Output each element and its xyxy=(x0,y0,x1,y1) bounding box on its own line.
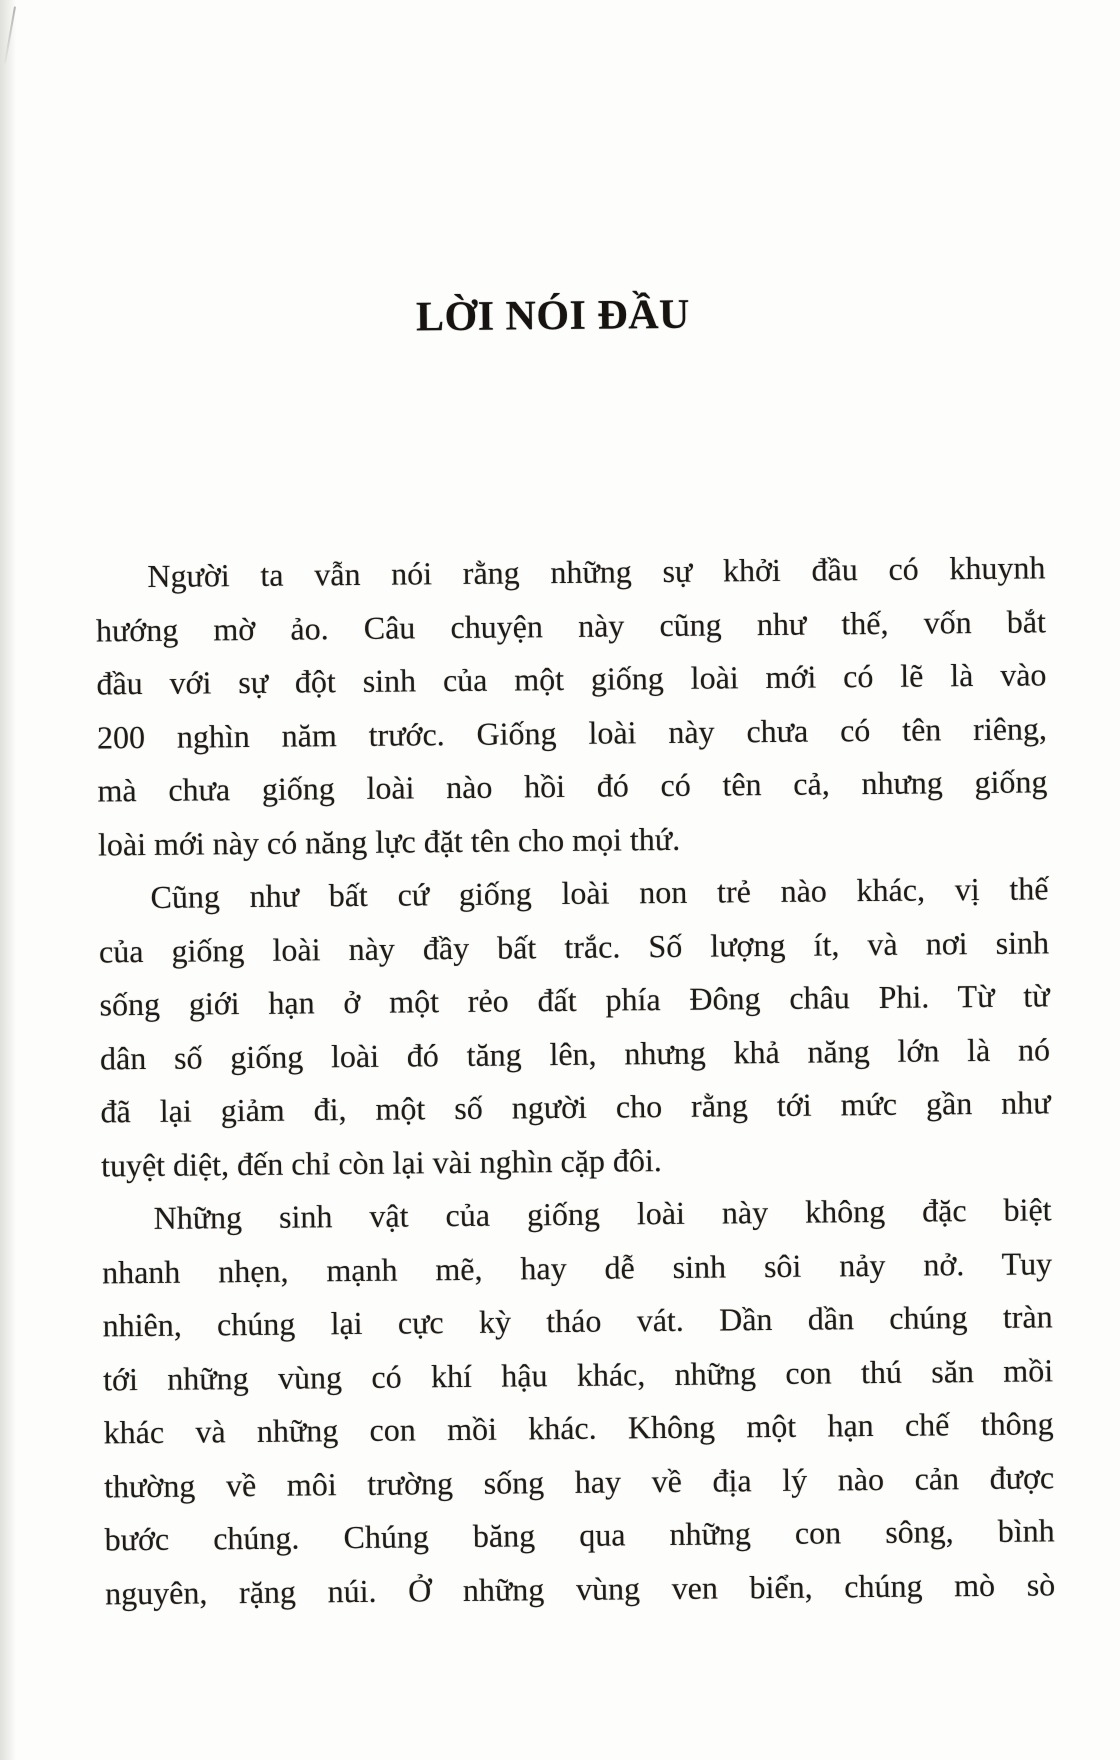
text-line: nhanh nhẹn, mạnh mẽ, hay dễ sinh sôi nảy nở. Tuy xyxy=(101,1244,1053,1290)
text-line: dân số giống loài đó tăng lên, nhưng khả năng lớn là nó xyxy=(99,1030,1051,1076)
text-line: thường về môi trường sống hay về địa lý nào cản được xyxy=(104,1458,1055,1504)
text-line: sống giới hạn ở một rẻo đất phía Đông châu Phi. Từ từ xyxy=(99,977,1050,1023)
text-line: mà chưa giống loài nào hồi đó có tên cả, nhưng giống xyxy=(97,763,1048,809)
text-line: nhiên, chúng lại cực kỳ tháo vát. Dần dần chúng tràn xyxy=(102,1298,1053,1344)
text-line: Người ta vẫn nói rằng những sự khởi đầu có khuynh xyxy=(147,549,1046,594)
text-line: tới những vùng có khí hậu khác, những con thú săn mồi xyxy=(102,1351,1054,1397)
text-line: của giống loài này đầy bất trắc. Số lượng ít, và nơi sinh xyxy=(98,923,1050,969)
body-text xyxy=(95,541,1055,1620)
text-line: 200 nghìn năm trước. Giống loài này chưa có tên riêng, xyxy=(96,709,1048,755)
text-line: Cũng như bất cứ giống loài non trẻ nào khác, vị thế xyxy=(150,870,1049,915)
text-line: đầu với sự đột sinh của một giống loài mới có lẽ là vào xyxy=(96,656,1047,702)
text-line: tuyệt diệt, đến chỉ còn lại vài nghìn cặp đôi. xyxy=(100,1141,662,1183)
text-line: loài mới này có năng lực đặt tên cho mọi thứ. xyxy=(97,820,681,862)
text-line: hướng mờ ảo. Câu chuyện này cũng như thế, vốn bắt xyxy=(95,602,1047,648)
text-line: bước chúng. Chúng băng qua những con sông, bình xyxy=(104,1512,1055,1558)
text-line: đã lại giảm đi, một số người cho rằng tới mức gần như xyxy=(100,1084,1051,1130)
text-line: khác và những con mồi khác. Không một hạn chế thông xyxy=(103,1405,1054,1451)
text-line: nguyên, rặng núi. Ở những vùng ven biển, chúng mò sò xyxy=(105,1565,1056,1611)
chapter-title: LỜI NÓI ĐẦU xyxy=(415,291,691,341)
text-line: Những sinh vật của giống loài này không đặc biệt xyxy=(153,1191,1052,1236)
